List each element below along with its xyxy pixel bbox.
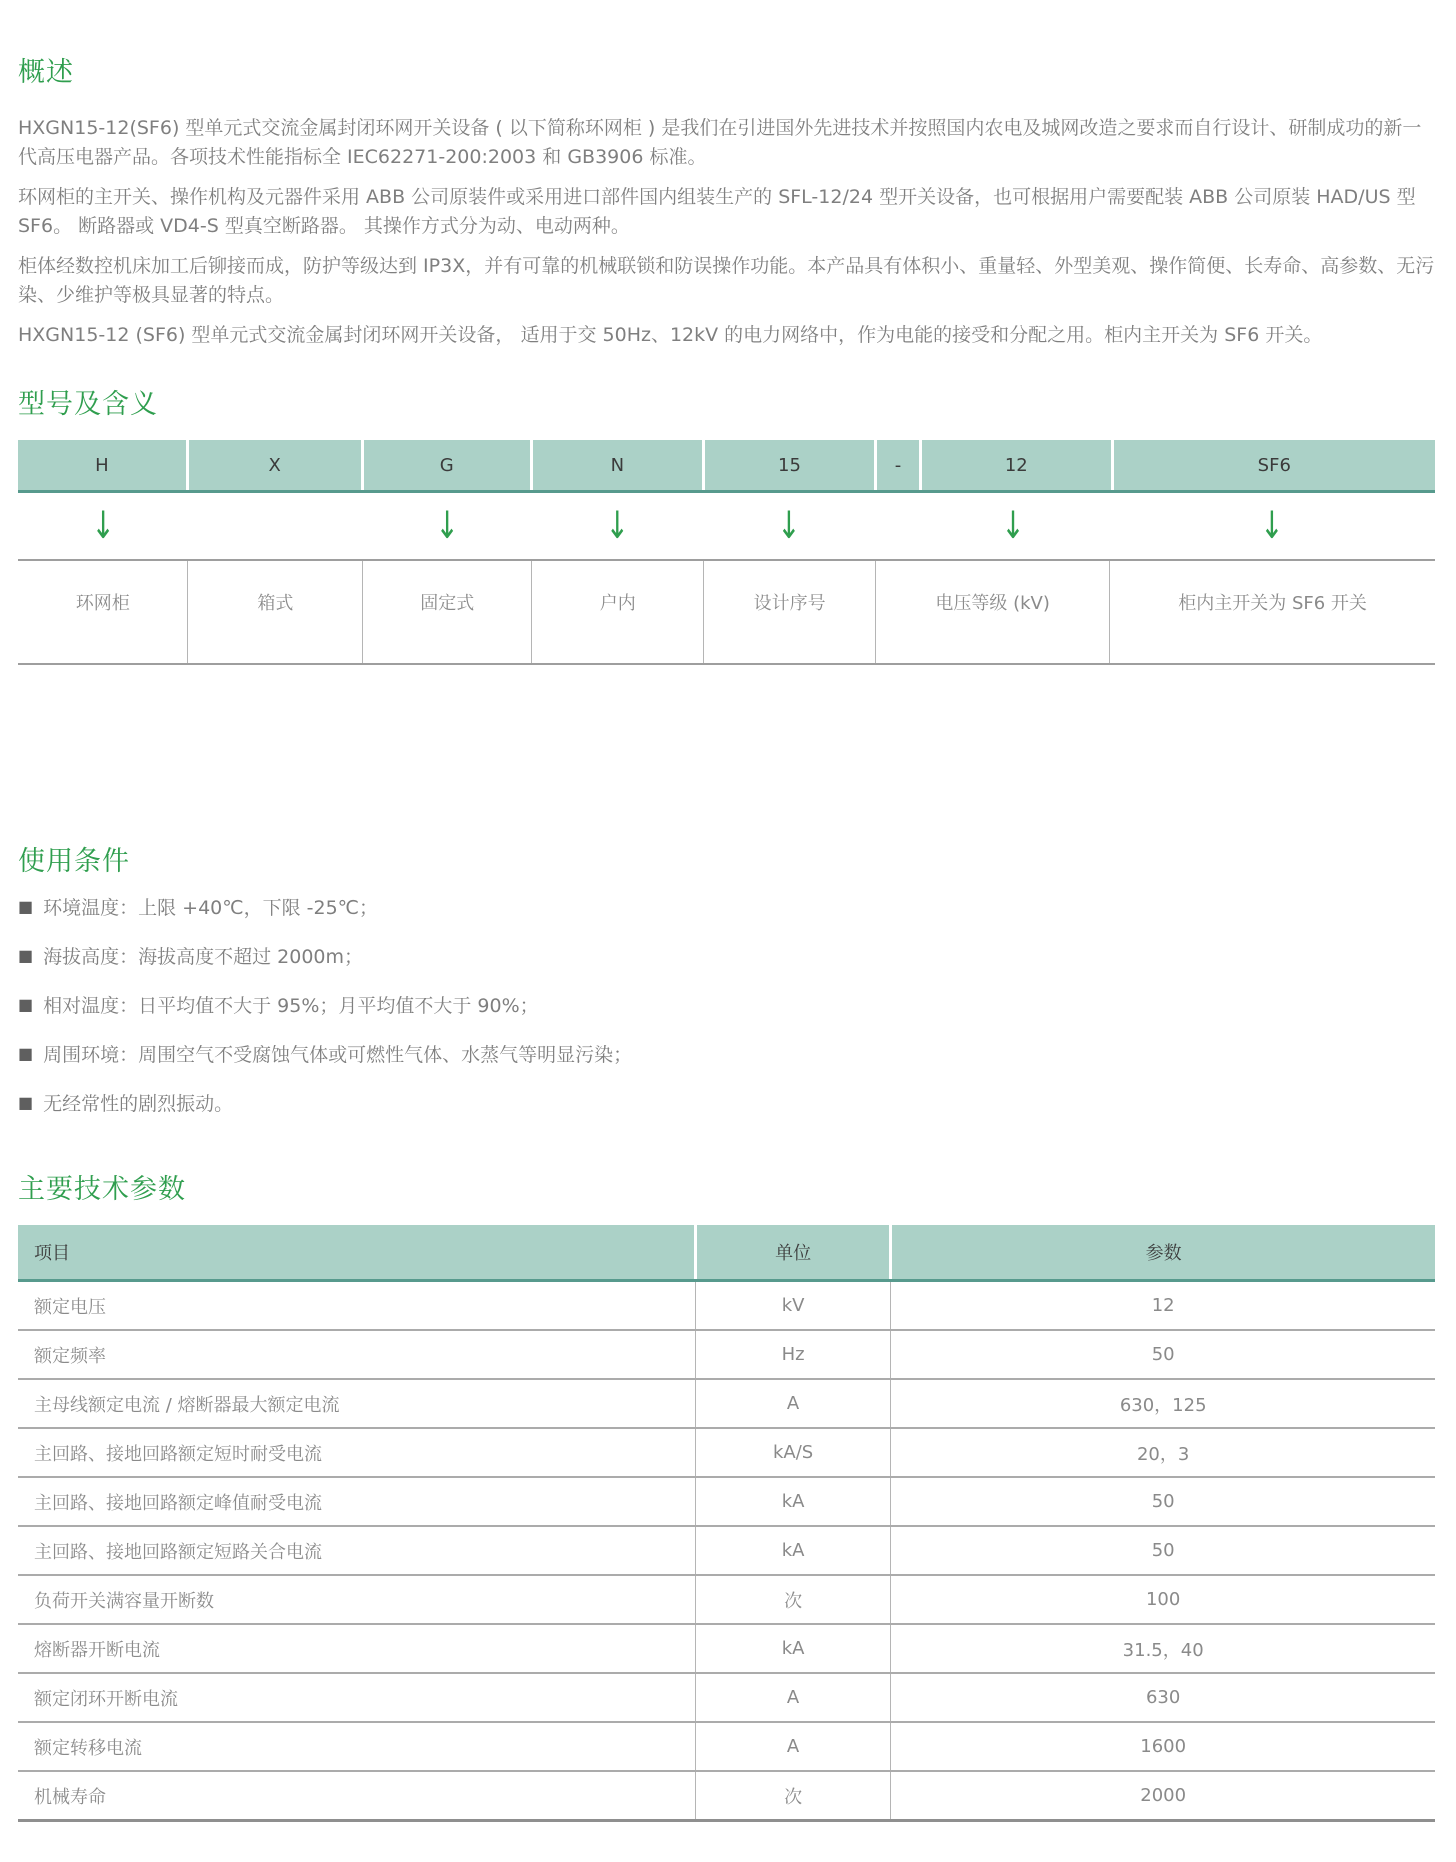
param-row <box>18 1428 1435 1477</box>
param-row <box>18 1624 1435 1673</box>
param-value-cell: 50 <box>891 1330 1435 1379</box>
param-unit-cell: kA <box>695 1624 891 1673</box>
param-item-cell: 机械寿命 <box>18 1771 695 1821</box>
model-code-cell-g: G <box>364 440 530 490</box>
param-value-cell: 12 <box>891 1281 1435 1331</box>
condition-item <box>18 944 1435 970</box>
model-code-table <box>18 440 1435 665</box>
conditions-section <box>18 845 1435 1117</box>
condition-text: 无经常性的剧烈振动。 <box>43 1093 234 1115</box>
condition-item <box>18 1042 1435 1068</box>
parameters-section <box>18 1173 1435 1822</box>
param-item-cell: 负荷开关满容量开断数 <box>18 1575 695 1624</box>
model-meaning-cell: 箱式 <box>187 561 362 663</box>
arrow-cell <box>703 493 875 559</box>
param-item-cell: 额定闭环开断电流 <box>18 1673 695 1722</box>
model-meaning-cell: 设计序号 <box>703 561 875 663</box>
overview-paragraph-3: 柜体经数控机床加工后铆接而成，防护等级达到 IP3X，并有可靠的机械联锁和防误操作功能。本产品具有体积小、重量轻、外型美观、操作简便、长寿命、高参数、无污染、少维护等极具显著的特点。 <box>18 255 1435 306</box>
params-header-value: 参数 <box>891 1225 1435 1281</box>
down-arrow-icon: ↓ <box>1260 503 1284 548</box>
model-code-cell-h: H <box>18 440 186 490</box>
param-unit-cell: 次 <box>695 1771 891 1821</box>
model-code-cell-dash: - <box>877 440 919 490</box>
param-unit-cell: 次 <box>695 1575 891 1624</box>
params-header-row <box>18 1225 1435 1281</box>
model-code-cell-x: X <box>189 440 361 490</box>
condition-text: 相对温度：日平均值不大于 95%；月平均值不大于 90%； <box>43 995 539 1017</box>
condition-text: 海拔高度：海拔高度不超过 2000m； <box>43 946 364 968</box>
model-meaning-row <box>18 559 1435 665</box>
param-item-cell: 主回路、接地回路额定峰值耐受电流 <box>18 1477 695 1526</box>
param-value-cell: 100 <box>891 1575 1435 1624</box>
param-row <box>18 1330 1435 1379</box>
overview-paragraph-4: HXGN15-12 (SF6) 型单元式交流金属封闭环网开关设备， 适用于交 50Hz、12kV 的电力网络中，作为电能的接受和分配之用。柜内主开关为 SF6 开关。 <box>18 324 1323 346</box>
param-unit-cell: kA <box>695 1526 891 1575</box>
overview-section <box>18 56 1435 350</box>
param-row <box>18 1281 1435 1331</box>
param-unit-cell: kV <box>695 1281 891 1331</box>
square-bullet-icon: ■ <box>18 897 34 916</box>
param-row <box>18 1722 1435 1771</box>
section-title-model: 型号及含义 <box>18 389 158 420</box>
param-item-cell: 主母线额定电流 / 熔断器最大额定电流 <box>18 1379 695 1428</box>
section-title-conditions: 使用条件 <box>18 846 130 877</box>
param-item-cell: 额定电压 <box>18 1281 695 1331</box>
param-item-cell: 额定频率 <box>18 1330 695 1379</box>
param-row <box>18 1673 1435 1722</box>
param-unit-cell: kA/S <box>695 1428 891 1477</box>
condition-item <box>18 1091 1435 1117</box>
square-bullet-icon: ■ <box>18 946 34 965</box>
param-value-cell: 31.5，40 <box>891 1624 1435 1673</box>
arrow-cell <box>18 493 188 559</box>
square-bullet-icon: ■ <box>18 1093 34 1112</box>
arrow-cell <box>1109 493 1435 559</box>
condition-text: 周围环境：周围空气不受腐蚀气体或可燃性气体、水蒸气等明显污染； <box>43 1044 633 1066</box>
condition-text: 环境温度：上限 +40℃，下限 -25℃； <box>43 897 379 919</box>
model-code-cell-15: 15 <box>705 440 874 490</box>
down-arrow-icon: ↓ <box>91 503 115 548</box>
down-arrow-icon: ↓ <box>777 503 801 548</box>
model-meaning-cell: 固定式 <box>362 561 531 663</box>
param-unit-cell: A <box>695 1722 891 1771</box>
model-meaning-cell: 环网柜 <box>75 593 130 614</box>
section-title-parameters: 主要技术参数 <box>18 1174 186 1205</box>
param-value-cell: 50 <box>891 1526 1435 1575</box>
arrow-cell-empty <box>875 493 918 559</box>
arrow-cell <box>917 493 1108 559</box>
model-arrow-row <box>18 493 1435 559</box>
param-value-cell: 1600 <box>891 1722 1435 1771</box>
param-row <box>18 1379 1435 1428</box>
down-arrow-icon: ↓ <box>435 503 459 548</box>
params-header-item: 项目 <box>18 1225 695 1281</box>
down-arrow-icon: ↓ <box>605 503 630 548</box>
conditions-list <box>18 895 1435 1117</box>
param-item-cell: 主回路、接地回路额定短时耐受电流 <box>18 1428 695 1477</box>
overview-paragraph-2: 环网柜的主开关、操作机构及元器件采用 ABB 公司原装件或采用进口部件国内组装生产的 SFL-12/24 型开关设备，也可根据用户需要配装 ABB 公司原装 HAD/US 型 SF6。 断路器或 VD4-S 型真空断路器。 其操作方式分为动、电动两种。 <box>18 186 1416 237</box>
down-arrow-icon: ↓ <box>1001 503 1025 548</box>
model-meaning-cell: 户内 <box>531 561 703 663</box>
model-code-row <box>18 440 1435 493</box>
arrow-cell-empty <box>188 493 362 559</box>
param-value-cell: 630 <box>891 1673 1435 1722</box>
model-section <box>18 388 1435 665</box>
params-table <box>18 1225 1435 1822</box>
param-row <box>18 1477 1435 1526</box>
square-bullet-icon: ■ <box>18 995 34 1014</box>
params-header-unit: 单位 <box>695 1225 891 1281</box>
square-bullet-icon: ■ <box>18 1044 34 1063</box>
arrow-cell <box>363 493 532 559</box>
overview-paragraph-1: HXGN15-12(SF6) 型单元式交流金属封闭环网开关设备 ( 以下简称环网柜 ) 是我们在引进国外先进技术并按照国内农电及城网改造之要求而自行设计、研制成功的新一代高压电器产品。各项技术性能指标全 IEC62271-200:2003 和 GB3906 标准。 <box>18 117 1422 168</box>
param-row <box>18 1526 1435 1575</box>
model-meaning-cell: 电压等级 (kV) <box>875 561 1109 663</box>
param-unit-cell: kA <box>695 1477 891 1526</box>
model-code-cell-n: N <box>533 440 702 490</box>
param-row <box>18 1771 1435 1821</box>
model-code-cell-12: 12 <box>922 440 1111 490</box>
param-item-cell: 额定转移电流 <box>18 1722 695 1771</box>
model-meaning-cell: 柜内主开关为 SF6 开关 <box>1109 561 1435 663</box>
section-title-overview: 概述 <box>18 57 74 88</box>
condition-item <box>18 895 1435 921</box>
param-item-cell: 熔断器开断电流 <box>18 1624 695 1673</box>
condition-item <box>18 993 1435 1019</box>
param-value-cell: 50 <box>891 1477 1435 1526</box>
param-row <box>18 1575 1435 1624</box>
param-value-cell: 630，125 <box>891 1379 1435 1428</box>
param-value-cell: 2000 <box>891 1771 1435 1821</box>
param-unit-cell: A <box>695 1673 891 1722</box>
param-item-cell: 主回路、接地回路额定短路关合电流 <box>18 1526 695 1575</box>
param-unit-cell: Hz <box>695 1330 891 1379</box>
arrow-cell <box>531 493 703 559</box>
param-unit-cell: A <box>695 1379 891 1428</box>
model-code-cell-sf6: SF6 <box>1114 440 1435 490</box>
param-value-cell: 20，3 <box>891 1428 1435 1477</box>
